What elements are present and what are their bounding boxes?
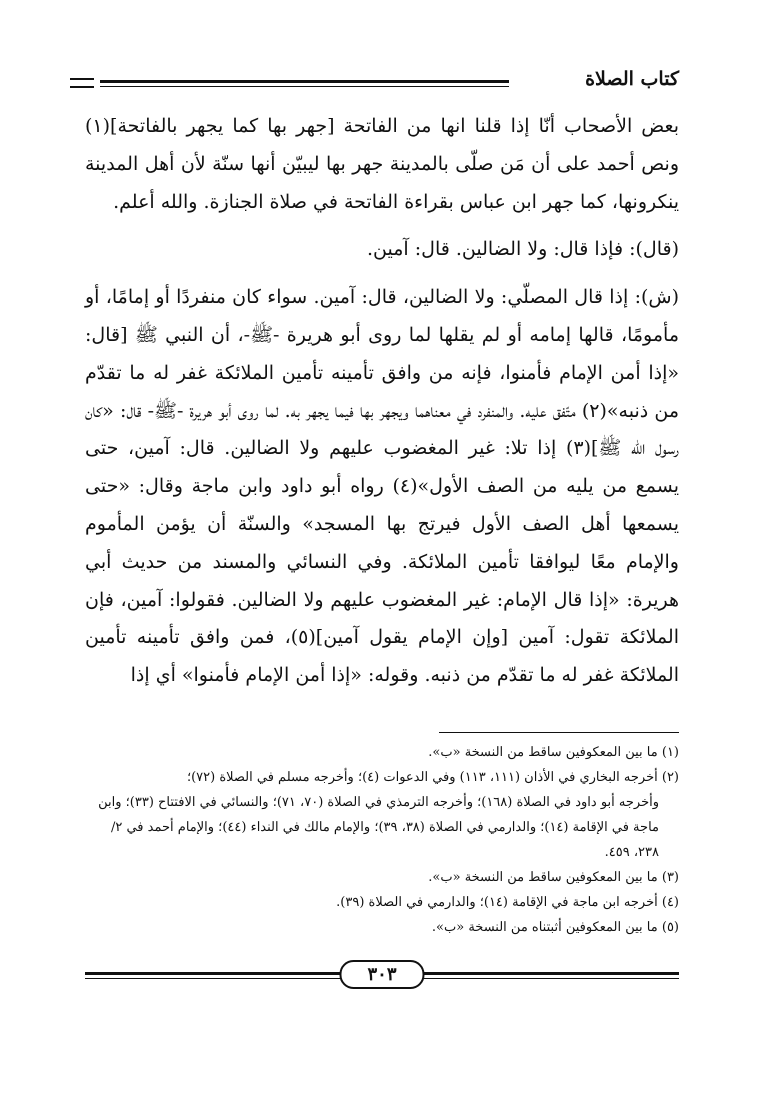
paragraph: (ش): إذا قال المصلّي: ولا الضالين، قال: آمين. سواء كان منفردًا أو إمامًا، أو مأمومًا، قالها إمامه أو لم يقلها لما روى أبو هريرة -ﷺ-، أن النبي ﷺ [قال: «إذا أمن الإمام فأمنوا، فإنه من وافق تأمينه تأمين الملائكة غفر له ما تقدّم من ذنبه»(٢) متّفق عليه. والمنفرد في معناهما ويجهر بها فيما يجهر به. لما روى أبو هريرة -ﷺ- قال: «كان رسول الله ﷺ](٣) إذا تلا: غير المغضوب عليهم ولا الضالين. قال: آمين، حتى يسمع من يليه من الصف الأول»(٤) رواه أبو داود وابن ماجة وقال: «حتى يسمعها أهل الصف الأول فيرتج بها المسجد» والسنّة أن يؤمن المأموم والإمام معًا ليوافقا تأمين الملائكة. وفي النسائي والمسند من حديث أبي هريرة: «إذا قال الإمام: غير المغضوب عليهم ولا الضالين. فقولوا: آمين، فإن الملائكة تقول: آمين [وإن الإمام يقول آمين](٥)، فمن وافق تأمينه تأمين الملائكة غفر له ما تقدّم من ذنبه. وقوله: «إذا أمن الإمام فأمنوا» أي إذا xyxy=(85,286,680,687)
page-footer xyxy=(85,960,679,990)
chapter-title: كتاب الصلاة xyxy=(585,68,679,90)
page-number: ٣٠٣ xyxy=(339,960,424,989)
paragraph: بعض الأصحاب أنّا إذا قلنا انها من الفاتحة [جهر بها كما يجهر بالفاتحة](١) ونص أحمد على أن مَن صلّى بالمدينة جهر بها ليبيّن أنها سنّة لأن أهل المدينة ينكرونها، كما جهر ابن عباس بقراءة الفاتحة في صلاة الجنازة. والله أعلم. xyxy=(85,115,679,213)
footnote: (١) ما بين المعكوفين ساقط من النسخة «ب». xyxy=(428,745,679,760)
header-ornament xyxy=(70,78,94,88)
main-text xyxy=(85,108,679,695)
running-header xyxy=(70,68,679,98)
footnote: (٤) أخرجه ابن ماجة في الإقامة (١٤)؛ والدارمي في الصلاة (٣٩). xyxy=(336,895,679,910)
footnote-continuation: وأخرجه أبو داود في الصلاة (١٦٨)؛ وأخرجه الترمذي في الصلاة (٧٠، ٧١)؛ والنسائي في الافتتاح (٣٣)؛ وابن ماجة في الإقامة (١٤)؛ والدارمي في الصلاة (٣٨، ٣٩)؛ والإمام مالك في النداء (٤٤)؛ والإمام أحمد في ٢/ ٢٣٨، ٤٥٩. xyxy=(98,795,659,860)
header-rule xyxy=(100,80,509,87)
footnote-separator xyxy=(439,732,679,733)
footnote: (٢) أخرجه البخاري في الأذان (١١١، ١١٣) وفي الدعوات (٤)؛ وأخرجه مسلم في الصلاة (٧٢)؛ xyxy=(186,770,679,785)
footnote: (٣) ما بين المعكوفين ساقط من النسخة «ب». xyxy=(428,870,679,885)
paragraph: (قال): فإذا قال: ولا الضالين. قال: آمين. xyxy=(367,238,679,261)
footnotes xyxy=(85,740,679,940)
footnote: (٥) ما بين المعكوفين أثبتناه من النسخة «ب». xyxy=(431,920,679,935)
